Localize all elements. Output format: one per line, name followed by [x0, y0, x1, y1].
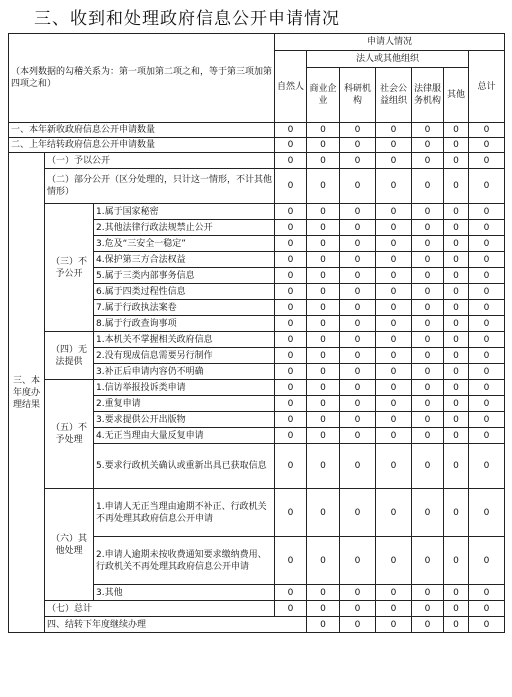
count-cell: 0 — [412, 300, 444, 316]
withheld-item: 5.属于三类内部事务信息 — [94, 268, 275, 284]
count-cell: 0 — [412, 153, 444, 169]
not-processed-item: 5.要求行政机关确认或重新出具已获取信息 — [94, 444, 275, 489]
count-cell: 0 — [376, 153, 412, 169]
count-cell: 0 — [275, 444, 307, 489]
other-processing-item: 3.其他 — [94, 585, 275, 601]
count-cell: 0 — [307, 601, 340, 617]
not-processed-item: 4.无正当理由大量反复申请 — [94, 428, 275, 444]
count-cell: 0 — [376, 268, 412, 284]
count-cell: 0 — [307, 153, 340, 169]
row-total: （七）总计 — [45, 601, 275, 617]
count-cell: 0 — [412, 252, 444, 268]
count-cell: 0 — [469, 348, 505, 364]
count-cell: 0 — [444, 412, 469, 428]
count-cell: 0 — [376, 617, 412, 633]
row-carried-over: 二、上年结转政府信息公开申请数量 — [9, 138, 275, 153]
count-cell: 0 — [275, 396, 307, 412]
count-cell: 0 — [275, 169, 307, 204]
count-cell: 0 — [340, 220, 376, 236]
count-cell: 0 — [444, 220, 469, 236]
count-cell: 0 — [275, 300, 307, 316]
count-cell: 0 — [412, 428, 444, 444]
count-cell: 0 — [275, 284, 307, 300]
header-research: 科研机构 — [340, 68, 376, 123]
row-partially-disclosed: （二）部分公开（区分处理的，只计这一情形，不计其他情形） — [45, 169, 275, 204]
count-cell: 0 — [469, 268, 505, 284]
count-cell: 0 — [376, 601, 412, 617]
count-cell: 0 — [376, 537, 412, 585]
count-cell: 0 — [469, 537, 505, 585]
header-legal-service: 法律服务机构 — [412, 68, 444, 123]
count-cell: 0 — [307, 268, 340, 284]
count-cell: 0 — [444, 123, 469, 138]
count-cell: 0 — [376, 489, 412, 537]
count-cell: 0 — [340, 380, 376, 396]
count-cell: 0 — [412, 617, 444, 633]
count-cell: 0 — [376, 585, 412, 601]
page-title: 三、收到和处理政府信息公开申请情况 — [34, 9, 340, 29]
count-cell: 0 — [340, 617, 376, 633]
count-cell: 0 — [469, 236, 505, 252]
count-cell: 0 — [376, 380, 412, 396]
count-cell: 0 — [275, 585, 307, 601]
count-cell: 0 — [469, 412, 505, 428]
count-cell: 0 — [444, 204, 469, 220]
note-cell: （本列数据的勾稽关系为：第一项加第二项之和，等于第三项加第四项之和） — [9, 34, 275, 123]
count-cell: 0 — [469, 444, 505, 489]
count-cell: 0 — [307, 123, 340, 138]
count-cell: 0 — [340, 412, 376, 428]
count-cell: 0 — [444, 380, 469, 396]
count-cell: 0 — [469, 316, 505, 332]
count-cell: 0 — [469, 489, 505, 537]
count-cell: 0 — [469, 252, 505, 268]
header-legal-group: 法人或其他组织 — [307, 51, 469, 68]
count-cell: 0 — [412, 169, 444, 204]
count-cell: 0 — [469, 153, 505, 169]
count-cell: 0 — [412, 316, 444, 332]
withheld-label: （三）不予公开 — [45, 204, 94, 332]
other-processing-label: （六）其他处理 — [45, 489, 94, 601]
other-processing-item: 1.申请人无正当理由逾期不补正、行政机关不再处理其政府信息公开申请 — [94, 489, 275, 537]
count-cell: 0 — [376, 300, 412, 316]
count-cell: 0 — [469, 428, 505, 444]
count-cell: 0 — [307, 220, 340, 236]
count-cell: 0 — [376, 364, 412, 380]
count-cell: 0 — [444, 169, 469, 204]
count-cell: 0 — [376, 123, 412, 138]
header-other: 其他 — [444, 68, 469, 123]
count-cell: 0 — [444, 268, 469, 284]
count-cell: 0 — [376, 316, 412, 332]
row-new-applications: 一、本年新收政府信息公开申请数量 — [9, 123, 275, 138]
count-cell: 0 — [275, 316, 307, 332]
count-cell: 0 — [412, 444, 444, 489]
count-cell: 0 — [307, 617, 340, 633]
count-cell: 0 — [275, 220, 307, 236]
count-cell: 0 — [340, 364, 376, 380]
count-cell: 0 — [412, 332, 444, 348]
count-cell: 0 — [412, 236, 444, 252]
count-cell: 0 — [376, 252, 412, 268]
count-cell: 0 — [275, 204, 307, 220]
count-cell: 0 — [444, 428, 469, 444]
count-cell: 0 — [444, 284, 469, 300]
count-cell: 0 — [307, 428, 340, 444]
count-cell: 0 — [340, 332, 376, 348]
other-processing-item: 2.申请人逾期未按收费通知要求缴纳费用、行政机关不再处理其政府信息公开申请 — [94, 537, 275, 585]
count-cell: 0 — [412, 348, 444, 364]
count-cell: 0 — [376, 332, 412, 348]
count-cell: 0 — [340, 489, 376, 537]
count-cell: 0 — [340, 169, 376, 204]
row-carry-forward: 四、结转下年度继续办理 — [45, 617, 307, 633]
count-cell: 0 — [307, 396, 340, 412]
count-cell: 0 — [376, 412, 412, 428]
count-cell: 0 — [444, 348, 469, 364]
count-cell: 0 — [275, 412, 307, 428]
disclosure-table — [8, 33, 505, 633]
header-total: 总计 — [469, 51, 505, 123]
count-cell: 0 — [469, 123, 505, 138]
count-cell: 0 — [340, 204, 376, 220]
count-cell: 0 — [340, 585, 376, 601]
count-cell: 0 — [444, 444, 469, 489]
count-cell: 0 — [376, 444, 412, 489]
count-cell: 0 — [444, 601, 469, 617]
count-cell: 0 — [275, 153, 307, 169]
count-cell: 0 — [412, 412, 444, 428]
header-commercial: 商业企业 — [307, 68, 340, 123]
count-cell: 0 — [444, 489, 469, 537]
count-cell: 0 — [307, 316, 340, 332]
cannot-provide-item: 2.没有现成信息需要另行制作 — [94, 348, 275, 364]
count-cell: 0 — [376, 348, 412, 364]
count-cell: 0 — [275, 428, 307, 444]
not-processed-item: 2.重复申请 — [94, 396, 275, 412]
count-cell: 0 — [412, 220, 444, 236]
count-cell: 0 — [444, 300, 469, 316]
count-cell: 0 — [340, 138, 376, 153]
count-cell: 0 — [307, 444, 340, 489]
count-cell: 0 — [444, 364, 469, 380]
count-cell: 0 — [376, 236, 412, 252]
row-disclosed: （一）予以公开 — [45, 153, 275, 169]
count-cell: 0 — [444, 585, 469, 601]
not-processed-item: 3.要求提供公开出版物 — [94, 412, 275, 428]
count-cell: 0 — [275, 268, 307, 284]
count-cell: 0 — [444, 252, 469, 268]
count-cell: 0 — [275, 537, 307, 585]
count-cell: 0 — [340, 428, 376, 444]
count-cell: 0 — [307, 332, 340, 348]
count-cell: 0 — [469, 601, 505, 617]
count-cell: 0 — [340, 300, 376, 316]
withheld-item: 8.属于行政查询事项 — [94, 316, 275, 332]
header-public-org: 社会公益组织 — [376, 68, 412, 123]
not-processed-label: （五）不予处理 — [45, 380, 94, 489]
count-cell: 0 — [412, 396, 444, 412]
count-cell: 0 — [412, 585, 444, 601]
count-cell: 0 — [469, 396, 505, 412]
count-cell: 0 — [469, 380, 505, 396]
count-cell: 0 — [307, 585, 340, 601]
count-cell: 0 — [340, 316, 376, 332]
count-cell: 0 — [376, 204, 412, 220]
count-cell: 0 — [307, 380, 340, 396]
withheld-item: 1.属于国家秘密 — [94, 204, 275, 220]
count-cell: 0 — [340, 236, 376, 252]
count-cell: 0 — [307, 537, 340, 585]
count-cell: 0 — [307, 364, 340, 380]
count-cell: 0 — [275, 236, 307, 252]
count-cell: 0 — [412, 284, 444, 300]
count-cell: 0 — [275, 364, 307, 380]
count-cell: 0 — [469, 364, 505, 380]
count-cell: 0 — [412, 537, 444, 585]
count-cell: 0 — [275, 601, 307, 617]
count-cell: 0 — [376, 428, 412, 444]
cannot-provide-item: 1.本机关不掌握相关政府信息 — [94, 332, 275, 348]
count-cell: 0 — [307, 300, 340, 316]
count-cell: 0 — [444, 236, 469, 252]
count-cell: 0 — [412, 138, 444, 153]
count-cell: 0 — [307, 348, 340, 364]
count-cell: 0 — [412, 204, 444, 220]
count-cell: 0 — [469, 585, 505, 601]
count-cell: 0 — [469, 284, 505, 300]
count-cell: 0 — [340, 348, 376, 364]
count-cell: 0 — [275, 489, 307, 537]
count-cell: 0 — [444, 617, 469, 633]
count-cell: 0 — [469, 138, 505, 153]
count-cell: 0 — [469, 169, 505, 204]
count-cell: 0 — [412, 123, 444, 138]
applicant-header: 申请人情况 — [275, 34, 505, 51]
count-cell: 0 — [275, 252, 307, 268]
count-cell: 0 — [275, 123, 307, 138]
count-cell: 0 — [376, 220, 412, 236]
count-cell: 0 — [307, 284, 340, 300]
count-cell: 0 — [275, 332, 307, 348]
count-cell: 0 — [444, 316, 469, 332]
withheld-item: 4.保护第三方合法权益 — [94, 252, 275, 268]
count-cell: 0 — [376, 169, 412, 204]
count-cell: 0 — [275, 380, 307, 396]
count-cell: 0 — [275, 138, 307, 153]
cannot-provide-item: 3.补正后申请内容仍不明确 — [94, 364, 275, 380]
count-cell: 0 — [340, 601, 376, 617]
withheld-item: 3.危及“三安全一稳定” — [94, 236, 275, 252]
count-cell: 0 — [412, 380, 444, 396]
count-cell: 0 — [340, 153, 376, 169]
count-cell: 0 — [307, 138, 340, 153]
count-cell: 0 — [340, 444, 376, 489]
count-cell: 0 — [444, 332, 469, 348]
count-cell: 0 — [307, 489, 340, 537]
cannot-provide-label: （四）无法提供 — [45, 332, 94, 380]
count-cell: 0 — [469, 332, 505, 348]
count-cell: 0 — [376, 396, 412, 412]
count-cell: 0 — [307, 412, 340, 428]
withheld-item: 7.属于行政执法案卷 — [94, 300, 275, 316]
count-cell: 0 — [340, 396, 376, 412]
count-cell: 0 — [340, 252, 376, 268]
count-cell: 0 — [412, 489, 444, 537]
count-cell: 0 — [444, 537, 469, 585]
count-cell: 0 — [340, 123, 376, 138]
count-cell: 0 — [307, 236, 340, 252]
section-results-label: 三、本年度办理结果 — [9, 153, 45, 633]
count-cell: 0 — [307, 204, 340, 220]
header-natural: 自然人 — [275, 51, 307, 123]
count-cell: 0 — [340, 268, 376, 284]
count-cell: 0 — [469, 220, 505, 236]
count-cell: 0 — [340, 537, 376, 585]
count-cell: 0 — [307, 169, 340, 204]
withheld-item: 2.其他法律行政法规禁止公开 — [94, 220, 275, 236]
count-cell: 0 — [469, 617, 505, 633]
count-cell: 0 — [307, 252, 340, 268]
not-processed-item: 1.信访举报投诉类申请 — [94, 380, 275, 396]
count-cell: 0 — [376, 284, 412, 300]
count-cell: 0 — [444, 138, 469, 153]
count-cell: 0 — [444, 396, 469, 412]
count-cell: 0 — [275, 348, 307, 364]
count-cell: 0 — [469, 204, 505, 220]
count-cell: 0 — [412, 601, 444, 617]
count-cell: 0 — [444, 153, 469, 169]
count-cell: 0 — [340, 284, 376, 300]
count-cell: 0 — [469, 300, 505, 316]
count-cell: 0 — [412, 268, 444, 284]
withheld-item: 6.属于四类过程性信息 — [94, 284, 275, 300]
count-cell: 0 — [412, 364, 444, 380]
count-cell: 0 — [376, 138, 412, 153]
